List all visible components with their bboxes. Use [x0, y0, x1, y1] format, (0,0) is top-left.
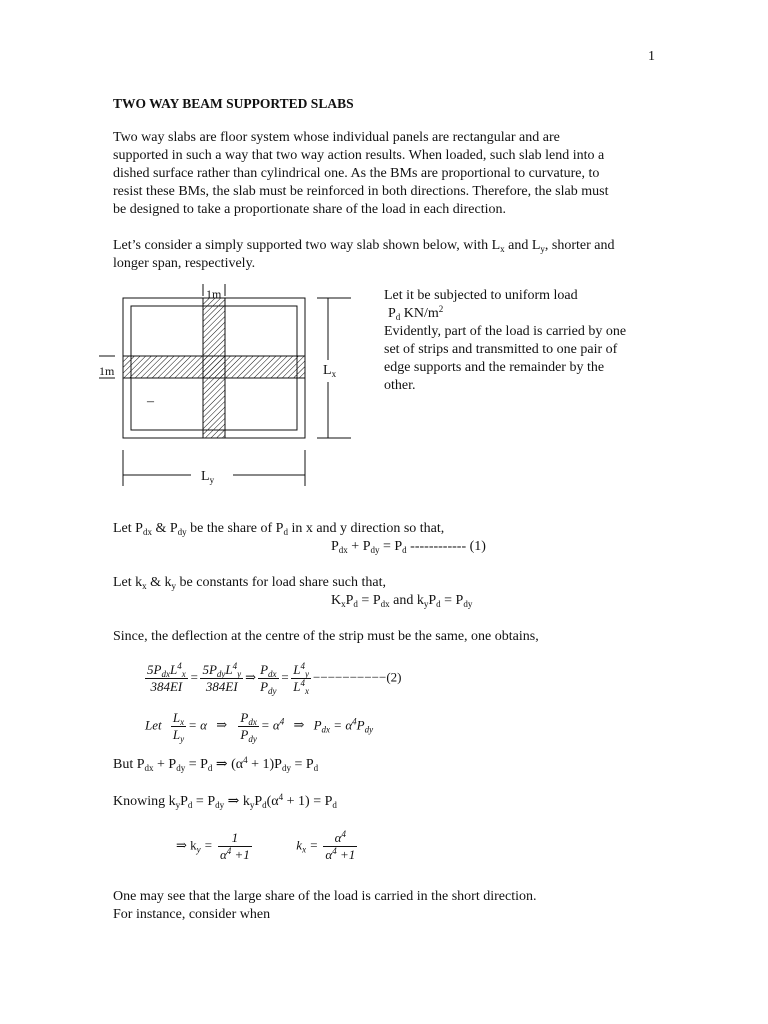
- intro-line: Two way slabs are floor system whose individual panels are rectangular and are: [113, 130, 560, 145]
- eq2-frac-2: $\frac{5P_{dy}L^4_y}{384EI}$: [202, 661, 242, 694]
- intro-line: dished surface rather than cylindrical one. As the BMs are proportional to curvature, to: [113, 166, 600, 181]
- side-line: set of strips and transmitted to one pair of: [384, 342, 618, 357]
- closing-line: For instance, consider when: [113, 907, 271, 922]
- label-1m-left: 1m: [99, 364, 115, 378]
- consider-line: Let’s consider a simply supported two way slab shown below, with $L_x$ and $L_y$, shorter and: [113, 238, 615, 254]
- eq4-frac-2: $\frac{\alpha^4}{\alpha^4 +1}$: [325, 829, 356, 862]
- intro-line: be designed to take a proportionate share of the load in each direction.: [113, 202, 507, 217]
- knowing-line: Knowing $k_yP_d = P_{dy}$ ⇒ $k_yP_d(\alpha^4 + 1) = P_d$: [113, 792, 337, 810]
- constants-equation: $K_xP_d = P_{dx}$ and $k_yP_d = P_{dy}$: [331, 593, 473, 609]
- horizontal-strip: [123, 356, 305, 378]
- share-line: Let $P_{dx}$ & $P_{dy}$ be the share of $P_d$ in x and y direction so that,: [113, 521, 445, 537]
- label-1m-top: 1m: [206, 287, 222, 301]
- dash-mark: –: [147, 394, 154, 409]
- eq2-frac-3: $\frac{P_{dx}}{P_{dy}}$: [260, 662, 277, 696]
- intro-line: resist these BMs, the slab must be reinforced in both directions. Therefore, the slab must: [113, 184, 609, 199]
- intro-line: supported in such a way that two way action results. When loaded, such slab lend into a: [113, 148, 605, 163]
- equation-4: ⇒ $k_y$ = $\frac{1}{\alpha^4 +1}$ $k_x$ = $\frac{\alpha^4}{\alpha^4 +1}$: [176, 829, 356, 862]
- consider-paragraph: [113, 237, 663, 273]
- side-line: $P_d$ $KN/m^2$: [388, 304, 444, 322]
- slab-figure: [95, 282, 365, 492]
- constants-line: Let $k_x$ & $k_y$ be constants for load share such that,: [113, 575, 386, 591]
- page-title: TWO WAY BEAM SUPPORTED SLABS: [113, 96, 354, 111]
- side-line: edge supports and the remainder by the: [384, 360, 605, 375]
- closing-paragraph: [113, 888, 713, 924]
- equation-1: $P_{dx} + P_{dy} = P_d$ ------------ (1): [331, 539, 486, 555]
- but-line: But $P_{dx} + P_{dy} = P_d$ ⇒ $(\alpha^4 + 1)P_{dy} = P_d$: [113, 755, 319, 773]
- side-line: Let it be subjected to uniform load: [384, 288, 578, 303]
- side-line: Evidently, part of the load is carried by one: [384, 324, 627, 339]
- equation-3: Let $\frac{L_x}{L_y}$ = α ⇒ $\frac{P_{dx}}{P_{dy}}$ = $\alpha^4$ ⇒ $P_{dx} = \alpha^4P_{dy}$: [145, 710, 374, 744]
- page-number: 1: [648, 49, 655, 64]
- closing-line: One may see that the large share of the load is carried in the short direction.: [113, 889, 537, 904]
- slab-diagram: [95, 282, 365, 492]
- eq2-frac-4: $\frac{L^4_y}{L^4_x}$: [293, 661, 310, 696]
- eq2-frac-1: $\frac{5P_{dx}L^4_x}{384EI}$: [147, 661, 186, 694]
- equation-2: $\frac{5P_{dx}L^4_x}{384EI}$ = $\frac{5P_{dy}L^4_y}{384EI}$ ⇒ $\frac{P_{dx}}{P_{dy}}$ = $\frac{L^4_y}{L^4_x}$ −−−−−−−−−−(2): [147, 661, 402, 696]
- consider-line: longer span, respectively.: [113, 256, 256, 271]
- label-ly: $L_y$: [201, 469, 215, 485]
- eq3-frac-2: $\frac{P_{dx}}{P_{dy}}$: [240, 710, 257, 744]
- label-lx: $L_x$: [323, 363, 337, 379]
- deflection-text: Since, the deflection at the centre of the strip must be the same, one obtains,: [113, 629, 539, 644]
- side-line: other.: [384, 378, 416, 393]
- eq4-frac-1: $\frac{1}{\alpha^4 +1}$: [219, 830, 250, 862]
- side-text: [384, 287, 664, 395]
- intro-paragraph: [113, 129, 663, 219]
- eq3-frac-1: $\frac{L_x}{L_y}$: [172, 710, 185, 744]
